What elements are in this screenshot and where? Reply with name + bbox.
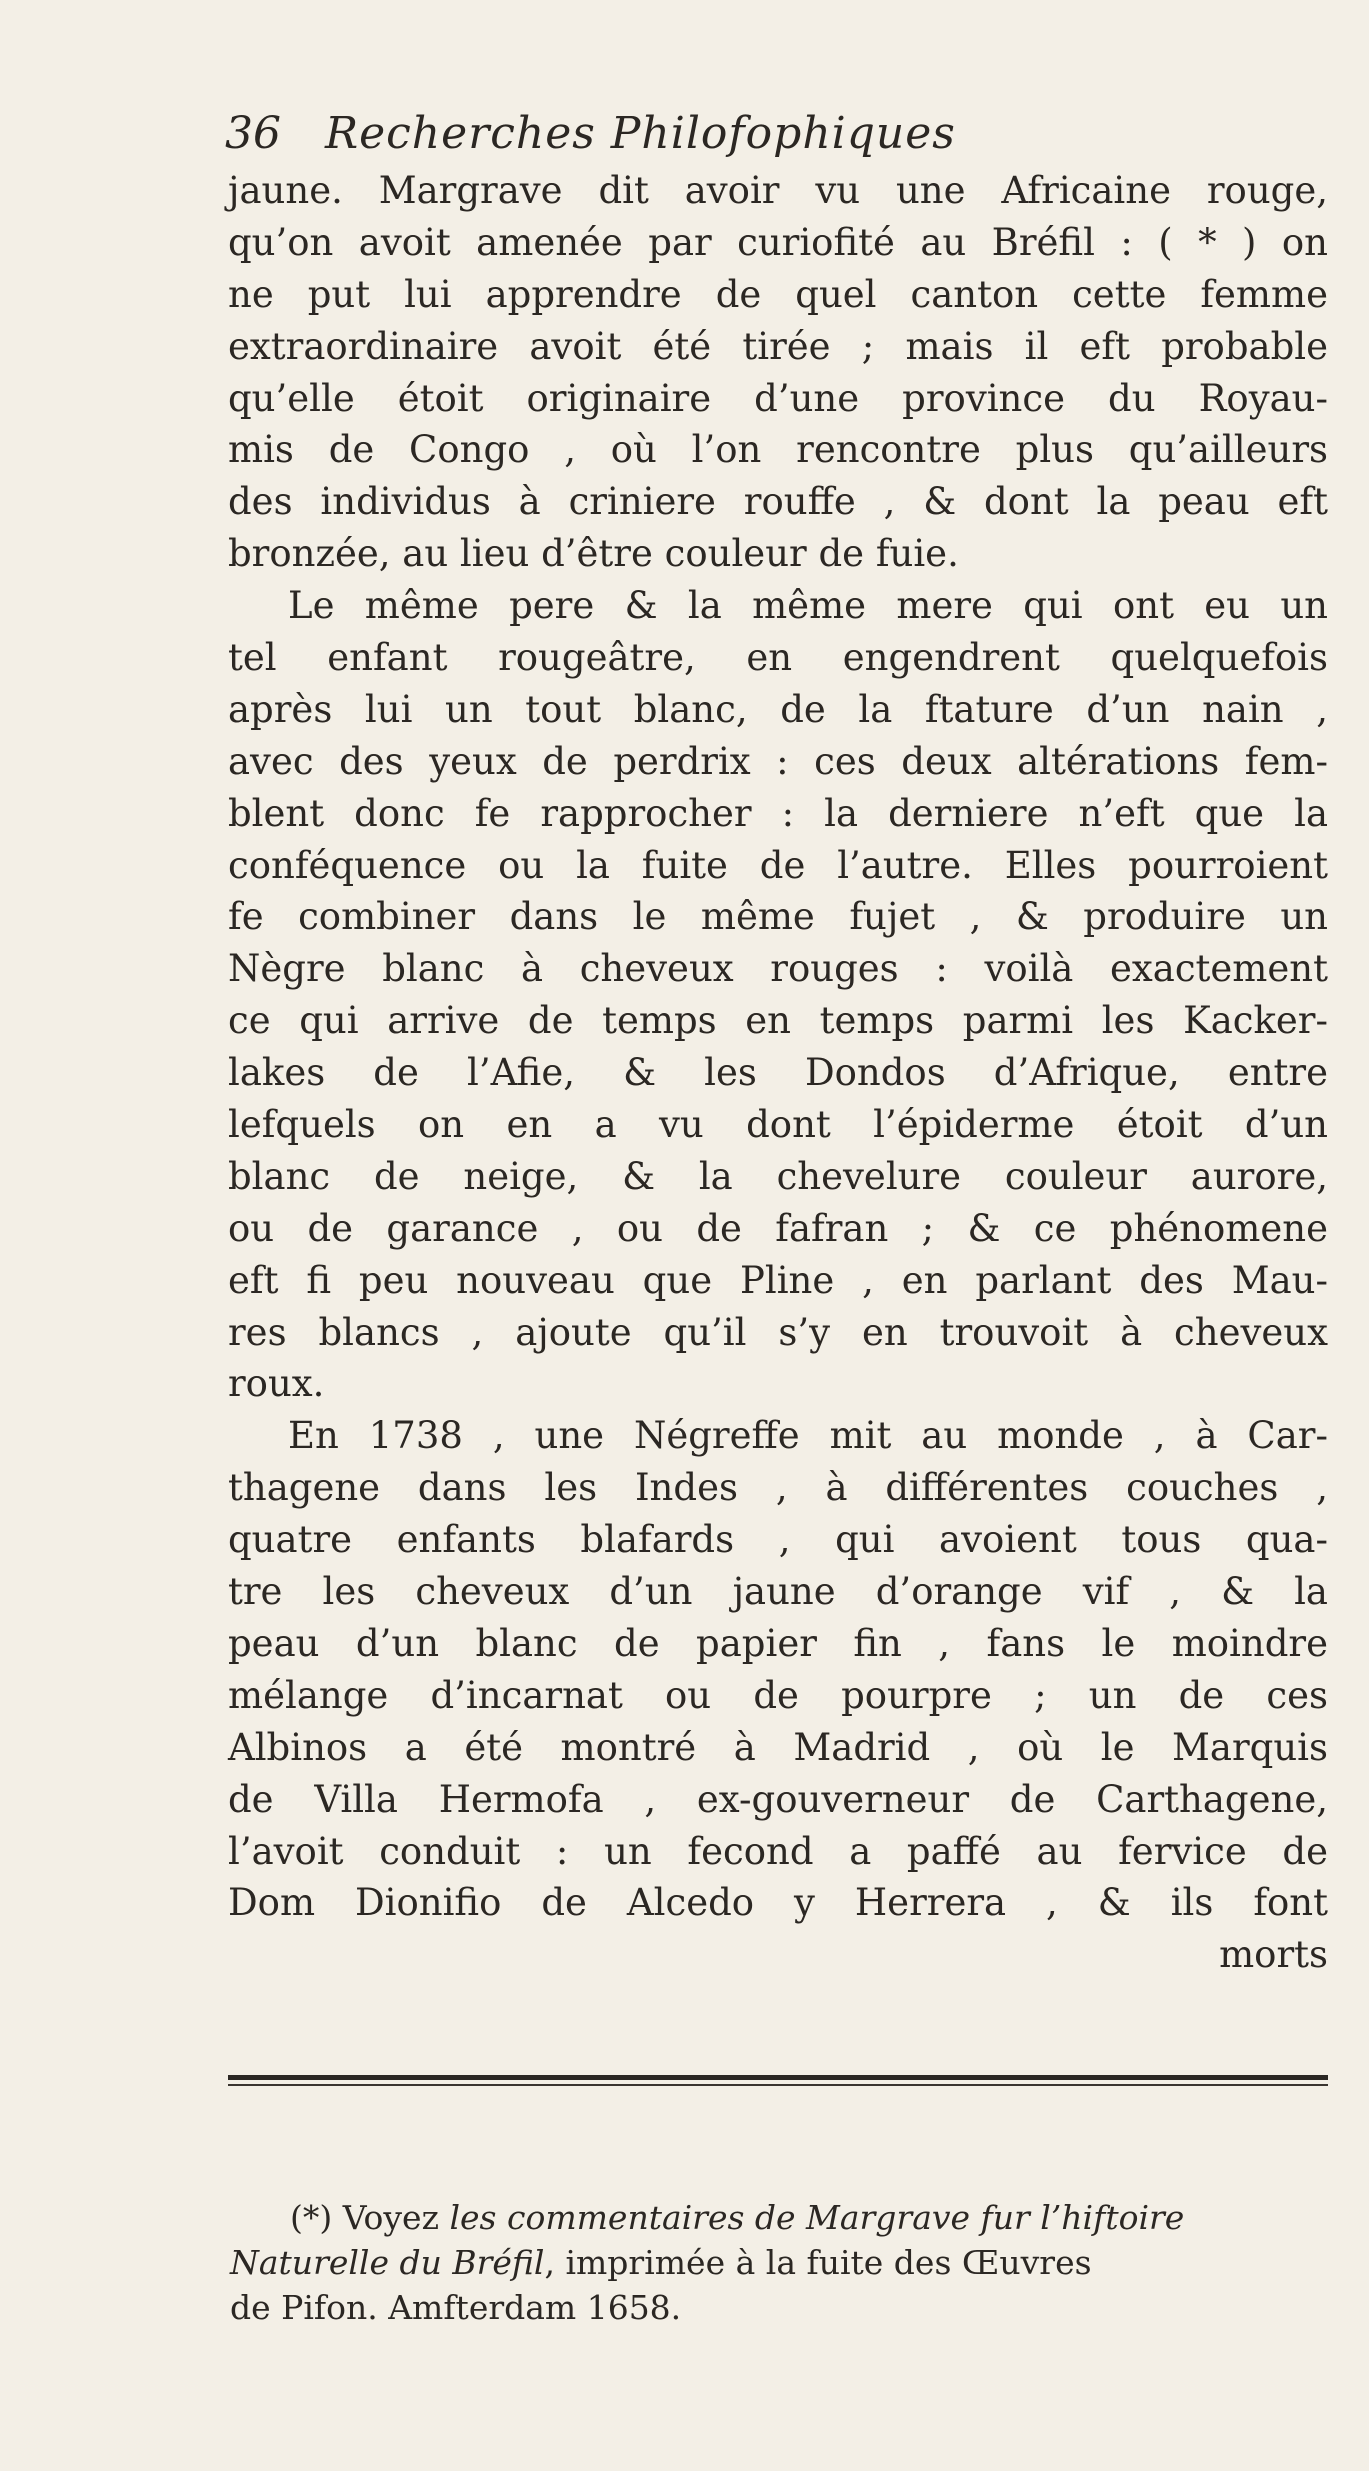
footnote-italic-2: Naturelle du Bréfil (230, 2243, 545, 2282)
text-line: l’avoit conduit : un fecond a paffé au fervice de (228, 1829, 1328, 1873)
text-line: qu’on avoit amenée par curiofité au Bréfil : ( * ) on (228, 220, 1328, 264)
footnote-italic-1: les commentaires de Margrave fur l’hiftoire (449, 2198, 1185, 2237)
text-line: ou de garance , ou de fafran ; & ce phénomene (228, 1206, 1328, 1250)
footnote-line-1 (290, 2195, 1330, 2240)
text-line: bronzée, au lieu d’être couleur de fuie. (228, 532, 959, 576)
text-line: Le même pere & la même mere qui ont eu un (288, 584, 1328, 628)
text-line: eft fi peu nouveau que Pline , en parlant des Mau- (228, 1258, 1328, 1302)
text-line: res blancs , ajoute qu’il s’y en trouvoit à cheveux (228, 1310, 1328, 1354)
text-line: tre les cheveux d’un jaune d’orange vif , & la (228, 1570, 1328, 1614)
text-line: après lui un tout blanc, de la ftature d’un nain , (228, 687, 1328, 731)
text-line: des individus à criniere rouffe , & dont la peau eft (228, 480, 1328, 524)
running-head (225, 108, 1325, 168)
text-line: mis de Congo , où l’on rencontre plus qu’ailleurs (228, 428, 1328, 472)
text-line: avec des yeux de perdrix : ces deux altérations fem- (228, 739, 1328, 783)
text-line: lefquels on en a vu dont l’épiderme étoit d’un (228, 1103, 1328, 1147)
catchword: morts (1219, 1933, 1328, 1977)
text-line: extraordinaire avoit été tirée ; mais il eft probable (228, 324, 1328, 368)
body-text (228, 165, 1328, 1981)
text-line: fe combiner dans le même fujet , & produire un (228, 895, 1328, 939)
footnote-line-3: de Pifon. Amfterdam 1658. (230, 2288, 682, 2327)
page-number: 36 (225, 108, 281, 159)
text-line: tel enfant rougeâtre, en engendrent quelquefois (228, 636, 1328, 680)
text-line: quatre enfants blafards , qui avoient tous qua- (228, 1518, 1328, 1562)
text-line: conféquence ou la fuite de l’autre. Elles pourroient (228, 843, 1328, 887)
footnote-line-2 (230, 2240, 1330, 2285)
footnote-suffix: , imprimée à la fuite des Œuvres (544, 2243, 1092, 2282)
text-line: En 1738 , une Négreffe mit au monde , à Car- (288, 1414, 1328, 1458)
text-line: lakes de l’Afie, & les Dondos d’Afrique, entre (228, 1051, 1328, 1095)
text-line: thagene dans les Indes , à différentes couches , (228, 1466, 1328, 1510)
running-title: Recherches Philofophiques (325, 108, 956, 159)
text-line: peau d’un blanc de papier fin , fans le moindre (228, 1621, 1328, 1665)
footnote-rule-thin (228, 2084, 1328, 2086)
text-line: blanc de neige, & la chevelure couleur aurore, (228, 1154, 1328, 1198)
text-line: Albinos a été montré à Madrid , où le Marquis (228, 1725, 1328, 1769)
text-line: ce qui arrive de temps en temps parmi les Kacker- (228, 999, 1328, 1043)
footnote-prefix: (*) Voyez (290, 2198, 450, 2237)
footnote (230, 2195, 1330, 2330)
text-line: ne put lui apprendre de quel canton cette femme (228, 272, 1328, 316)
text-line: Nègre blanc à cheveux rouges : voilà exactement (228, 947, 1328, 991)
text-line: qu’elle étoit originaire d’une province du Royau- (228, 376, 1328, 420)
text-line: de Villa Hermofa , ex-gouverneur de Carthagene, (228, 1777, 1328, 1821)
text-line: roux. (228, 1362, 325, 1406)
text-line: mélange d’incarnat ou de pourpre ; un de ces (228, 1673, 1328, 1717)
text-line: jaune. Margrave dit avoir vu une Africaine rouge, (228, 169, 1328, 212)
text-line: blent donc fe rapprocher : la derniere n’eft que la (228, 791, 1328, 835)
footnote-rule (228, 2075, 1328, 2080)
text-line: Dom Dionifio de Alcedo y Herrera , & ils font (228, 1881, 1328, 1925)
